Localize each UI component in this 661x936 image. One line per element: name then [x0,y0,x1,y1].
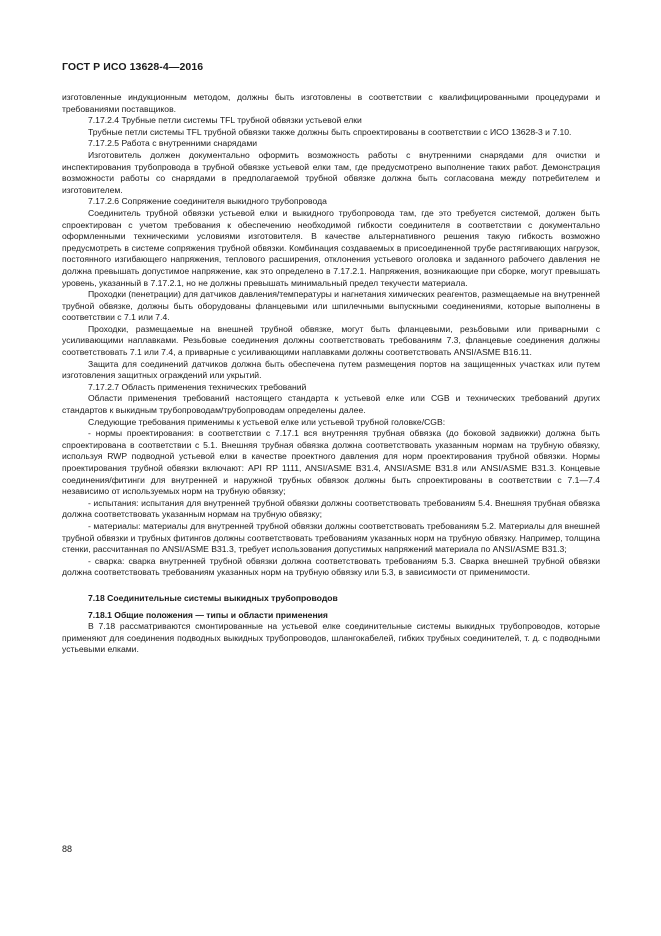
paragraph: Проходки, размещаемые на внешней трубной обвязке, могут быть фланцевыми, резьбовыми или приварными с усиливающими наплавками. Резьбовые соединения должны соответствовать требованиям 7.3, фланцевые соединения должны соответствовать 7.1 или 7.4, а приварные с усиливающими наплавками должны соответствовать ANSI/ASME B16.11. [62,323,600,358]
list-item-welding: - сварка: сварка внутренней трубной обвязки должна соответствовать требованиям 5.3. Сварка внешней трубной обвязки должна соответствовать требованиям указанных норм на трубную обвязку или 5.3, в зависимости от применимости. [62,555,600,578]
list-item-materials: - материалы: материалы для внутренней трубной обвязки должны соответствовать требованиям 5.2. Материалы для внешней трубной обвязки и трубных фитингов должны соответствовать требованиям указанных норм на трубную обвязку. Например, толщина стенки, рассчитанная по ANSI/ASME B31.3, требует использования допустимых напряжений материала по ANSI/ASME B31.3; [62,520,600,555]
clause-title-7-17-2-6: 7.17.2.6 Сопряжение соединителя выкидного трубопровода [88,196,327,207]
list-item-design-codes: - нормы проектирования: в соответствии с 7.17.1 вся внутренняя трубная обвязка (до боковой задвижки) должна быть спроектирована в соответствии с 5.1. Внешняя трубная обвязка должна соответствовать указанным нормам на трубную обвязку, используя RWP подводной устьевой елки в качестве проектного давления для норм проектирования трубной обвязки. Нормы проектирования трубной обвязки включают: API RP 1111, ANSI/ASME B31.4, ANSI/ASME B31.8 или ANSI/ASME B31.3. Концевые соединения/фитинги для внутренней и наружной трубных обвязок должны быть спроектированы в соответствии с 7.1—7.4 независимо от используемых норм на трубную обвязку; [62,428,600,497]
section-heading-7-18: 7.18 Соединительные системы выкидных трубопроводов [88,592,338,603]
paragraph-continuation: изготовленные индукционным методом, должны быть изготовлены в соответствии с квалифицированными процедурами и требованиями поставщиков. [62,92,600,114]
clause-title-7-17-2-4: 7.17.2.4 Трубные петли системы TFL трубной обвязки устьевой елки [88,115,362,126]
paragraph: Трубные петли системы TFL трубной обвязки также должны быть спроектированы в соответствии с ИСО 13628-3 и 7.10. [88,126,572,137]
paragraph: Проходки (пенетрации) для датчиков давления/температуры и нагнетания химических реагентов, размещаемые на внутренней трубной обвязке, должны быть оборудованы фланцевыми или шпилечными выпускными соединениями, которые выполнены в соответствии с 7.1 или 7.4. [62,289,600,323]
paragraph: Соединитель трубной обвязки устьевой елки и выкидного трубопровода там, где это требуется системой, должен быть спроектирован с учетом требования к обеспечению необходимой гибкости соединителя в соответствии с документально оформленными техническими условиями изготовителя. В качестве альтернативного решения такую гибкость возможно предусмотреть в системе сопряжения трубной обвязки. Комбинация создаваемых в присоединенной трубе растягивающих нагрузок, постоянного изгибающего напряжения, теплового расширения, отклонения устьевого оголовка и заданного рабочего давления не должна превышать допустимое напряжение, как это определено в 7.17.2.1. Напряжения, возникающие при сборке, могут превышать уровень, указанный в 7.17.2.1, но не должны превышать минимальный предел текучести материала. [62,207,600,288]
clause-title-7-17-2-5: 7.17.2.5 Работа с внутренними снарядами [88,138,258,149]
page-number: 88 [62,844,73,854]
paragraph: В 7.18 рассматриваются смонтированные на устьевой елке соединительные системы выкидных трубопроводов, которые применяют для соединения подводных выкидных трубопроводов, шлангокабелей, гибких трубных соединителей, т. д. с подводными устьевыми елками. [62,621,600,655]
subsection-heading-7-18-1: 7.18.1 Общие положения — типы и области применения [88,609,328,620]
document-header: ГОСТ Р ИСО 13628-4—2016 [62,61,204,73]
page-body [62,92,600,656]
paragraph: Защита для соединений датчиков должна быть обеспечена путем размещения портов на защищенных участках или путем изготовления защитных ограждений или укрытий. [62,358,600,381]
list-item-testing: - испытания: испытания для внутренней трубной обвязки должны соответствовать требованиям 5.4. Внешняя трубная обвязка должна соответствовать указанным нормам на трубную обвязку; [62,497,600,520]
paragraph: Изготовитель должен документально оформить возможность работы с внутренними снарядами для очистки и инспектирования трубопровода в трубной обвязке устьевой елки там, где предусмотрено выполнение таких работ. Демонстрация возможности работы со снарядами в предполагаемой трубной обвязке должна быть согласована между потребителем и изготовителем. [62,149,600,195]
paragraph: Следующие требования применимы к устьевой елке или устьевой трубной головке/CGB: [88,416,446,427]
clause-title-7-17-2-7: 7.17.2.7 Область применения технических требований [88,381,307,392]
paragraph: Области применения требований настоящего стандарта к устьевой елке или CGB и технических требований других стандартов к выкидным трубопроводам/трубопроводам определены далее. [62,393,600,416]
